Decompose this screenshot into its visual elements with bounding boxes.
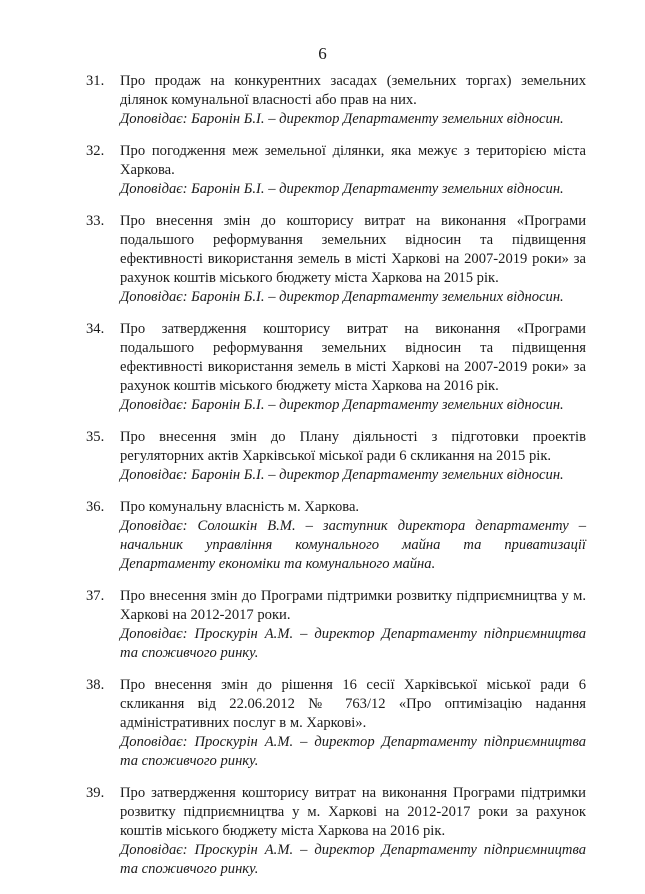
agenda-item [86,212,586,307]
item-number: 38. [86,677,105,693]
item-number: 36. [86,499,105,515]
agenda-item [86,142,586,199]
item-title: Про внесення змін до рішення 16 сесії Харківської міської ради 6 скликання від 22.06.2012 № 763/12 «Про оптимізацію надання адміністративних послуг в м. Харкові». [120,677,586,731]
item-number: 32. [86,143,105,159]
item-speaker: Доповідає: Проскурін А.М. – директор Департаменту підприємництва та споживчого ринку. [120,734,586,769]
agenda-item [86,676,586,771]
item-title: Про комунальну власність м. Харкова. [120,499,360,515]
agenda-item [86,587,586,663]
item-title: Про затвердження кошторису витрат на виконання «Програми подальшого реформування земельних відносин та підвищення ефективності використання земель в місті Харкові на 2007-2019 роки» за рахунок коштів міського бюджету міста Харкова на 2016 рік. [120,321,586,394]
agenda-item [86,784,586,879]
item-number: 35. [86,429,105,445]
item-title: Про погодження меж земельної ділянки, яка межує з територією міста Харкова. [120,143,586,178]
item-title: Про продаж на конкурентних засадах (земельних торгах) земельних ділянок комунальної власності або прав на них. [120,73,586,108]
agenda-item [86,72,586,129]
item-speaker: Доповідає: Проскурін А.М. – директор Департаменту підприємництва та споживчого ринку. [120,842,586,877]
page-number: 6 [318,44,327,63]
item-number: 33. [86,213,105,229]
item-speaker: Доповідає: Проскурін А.М. – директор Департаменту підприємництва та споживчого ринку. [120,626,586,661]
agenda-list [86,72,586,892]
item-speaker: Доповідає: Баронін Б.І. – директор Департаменту земельних відносин. [120,397,564,413]
item-number: 39. [86,785,105,801]
item-speaker: Доповідає: Баронін Б.І. – директор Департаменту земельних відносин. [120,467,564,483]
agenda-item [86,498,586,574]
agenda-item [86,320,586,415]
item-speaker: Доповідає: Солошкін В.М. – заступник директора департаменту – начальник управління комунального майна та приватизації Департаменту економіки та комунального майна. [120,518,586,572]
item-number: 34. [86,321,105,337]
item-title: Про внесення змін до кошторису витрат на виконання «Програми подальшого реформування земельних відносин та підвищення ефективності використання земель в місті Харкові на 2007-2019 роки» за рахунок коштів міського бюджету міста Харкова на 2015 рік. [120,213,586,286]
item-title: Про внесення змін до Плану діяльності з підготовки проектів регуляторних актів Харківської міської ради 6 скликання на 2015 рік. [120,429,586,464]
item-title: Про затвердження кошторису витрат на виконання Програми підтримки розвитку підприємництва у м. Харкові на 2012-2017 роки за рахунок коштів міського бюджету міста Харкова на 2016 рік. [120,785,586,839]
item-speaker: Доповідає: Баронін Б.І. – директор Департаменту земельних відносин. [120,111,564,127]
item-speaker: Доповідає: Баронін Б.І. – директор Департаменту земельних відносин. [120,181,564,197]
item-speaker: Доповідає: Баронін Б.І. – директор Департаменту земельних відносин. [120,289,564,305]
agenda-item [86,428,586,485]
item-number: 37. [86,588,105,604]
item-title: Про внесення змін до Програми підтримки розвитку підприємництва у м. Харкові на 2012-2017 роки. [120,588,586,623]
item-number: 31. [86,73,105,89]
